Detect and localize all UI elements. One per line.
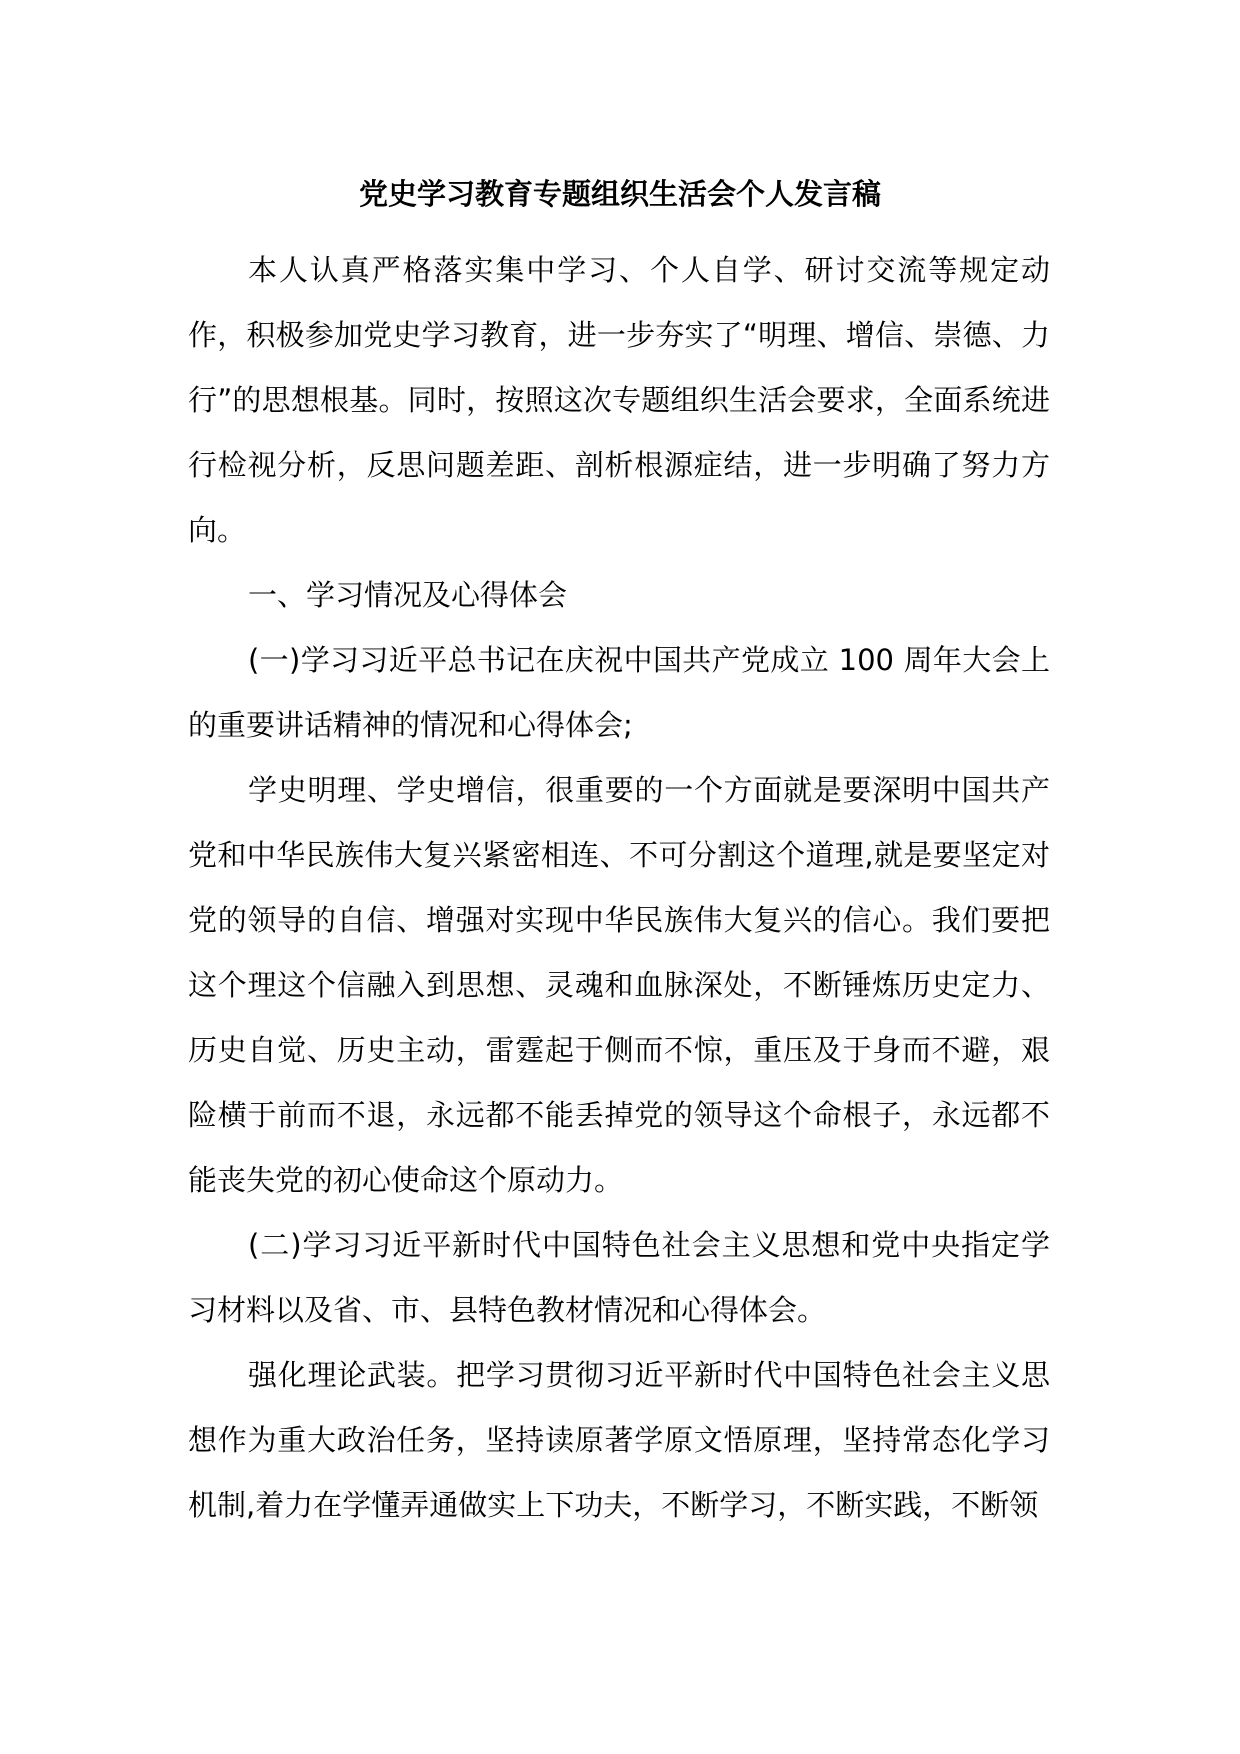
paragraph-intro: 本人认真严格落实集中学习、个人自学、研讨交流等规定动作，积极参加党史学习教育，进一步夯实了“明理、增信、崇德、力行”的思想根基。同时，按照这次专题组织生活会要求，全面系统进行检视分析，反思问题差距、剖析根源症结，进一步明确了努力方向。 [188,253,1050,547]
subsection-heading-1: (一)学习习近平总书记在庆祝中国共产党成立 100 周年大会上的重要讲话精神的情况和心得体会; [188,643,1050,742]
document-body [188,238,1050,1538]
document-title: 党史学习教育专题组织生活会个人发言稿 [358,177,881,211]
paragraph-theory-arming: 强化理论武装。把学习贯彻习近平新时代中国特色社会主义思想作为重大政治任务，坚持读原著学原文悟原理，坚持常态化学习机制,着力在学懂弄通做实上下功夫，不断学习，不断实践，不断领 [188,1358,1050,1522]
subsection-heading-2: (二)学习习近平新时代中国特色社会主义思想和党中央指定学习材料以及省、市、县特色教材情况和心得体会。 [188,1228,1050,1327]
paragraph-history-study: 学史明理、学史增信，很重要的一个方面就是要深明中国共产党和中华民族伟大复兴紧密相连、不可分割这个道理,就是要坚定对党的领导的自信、增强对实现中华民族伟大复兴的信心。我们要把这个理这个信融入到思想、灵魂和血脉深处，不断锤炼历史定力、历史自觉、历史主动，雷霆起于侧而不惊，重压及于身而不避，艰险横于前而不退，永远都不能丢掉党的领导这个命根子，永远都不能丧失党的初心使命这个原动力。 [188,773,1050,1197]
section-heading-1: 一、学习情况及心得体会 [248,578,568,612]
